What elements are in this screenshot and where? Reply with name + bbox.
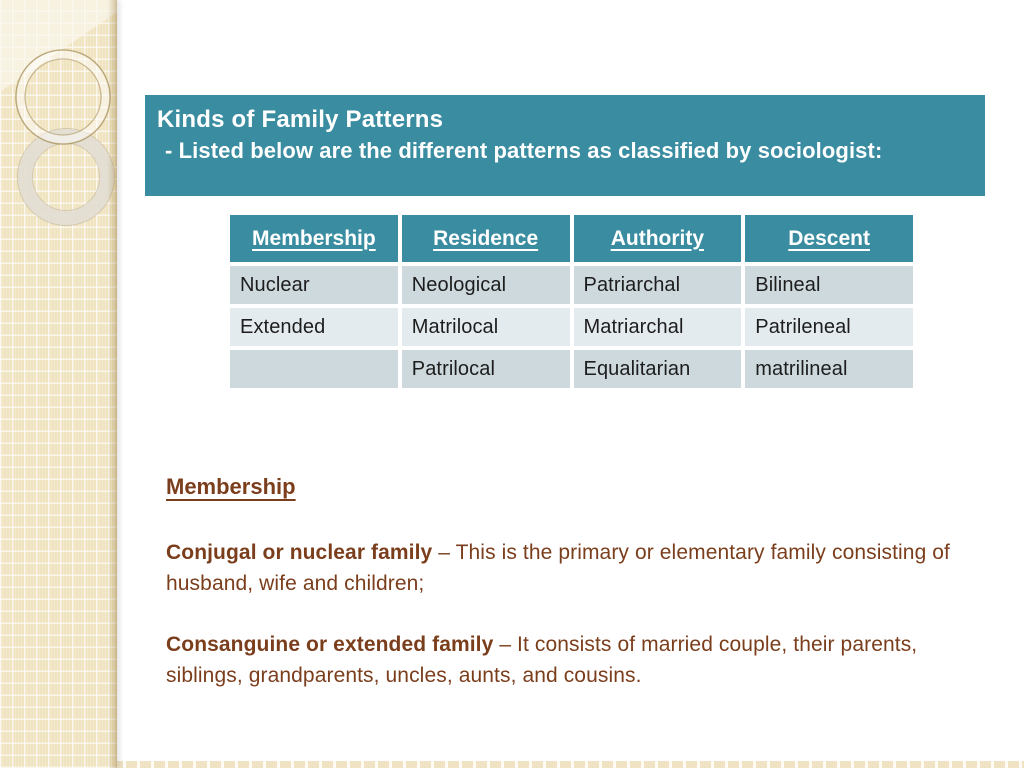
- header-cell-membership: Membership: [230, 215, 398, 262]
- header-cell-authority: Authority: [574, 215, 742, 262]
- slide-subtitle: - Listed below are the different patterns as classified by sociologist:: [165, 138, 883, 163]
- table-cell: Extended: [230, 308, 398, 346]
- sidebar-edge-shadow: [107, 0, 117, 768]
- paragraph-conjugal-lead: Conjugal or nuclear family: [166, 541, 433, 564]
- paragraph-conjugal: [166, 537, 962, 599]
- paragraph-conjugal-text: – This is the primary or elementary family consisting of husband, wife and children;: [166, 541, 950, 595]
- table-cell: Equalitarian: [574, 350, 742, 388]
- table-cell: Matrilocal: [402, 308, 570, 346]
- table-cell: matrilineal: [745, 350, 913, 388]
- slide-title: Kinds of Family Patterns: [157, 106, 444, 133]
- title-banner: [145, 95, 985, 196]
- paragraph-consanguine-text: – It consists of married couple, their parents, siblings, grandparents, uncles, aunts, and cousins.: [166, 633, 918, 687]
- header-cell-residence: Residence: [402, 215, 570, 262]
- bottom-border-strip: [0, 761, 1024, 768]
- table-cell: Patrilocal: [402, 350, 570, 388]
- table-cell: Patrileneal: [745, 308, 913, 346]
- paragraph-consanguine-lead: Consanguine or extended family: [166, 633, 494, 656]
- header-cell-descent: Descent: [745, 215, 913, 262]
- paragraph-consanguine: [166, 629, 962, 691]
- table-cell: Bilineal: [745, 266, 913, 304]
- table-cell: Nuclear: [230, 266, 398, 304]
- family-patterns-table: [230, 215, 913, 388]
- section-heading-membership: Membership: [166, 474, 296, 499]
- table-cell: [230, 350, 398, 388]
- sidebar-texture: [0, 0, 117, 768]
- decorative-rings-icon: [0, 0, 117, 280]
- table-cell: Matriarchal: [574, 308, 742, 346]
- table-cell: Patriarchal: [574, 266, 742, 304]
- table-cell: Neological: [402, 266, 570, 304]
